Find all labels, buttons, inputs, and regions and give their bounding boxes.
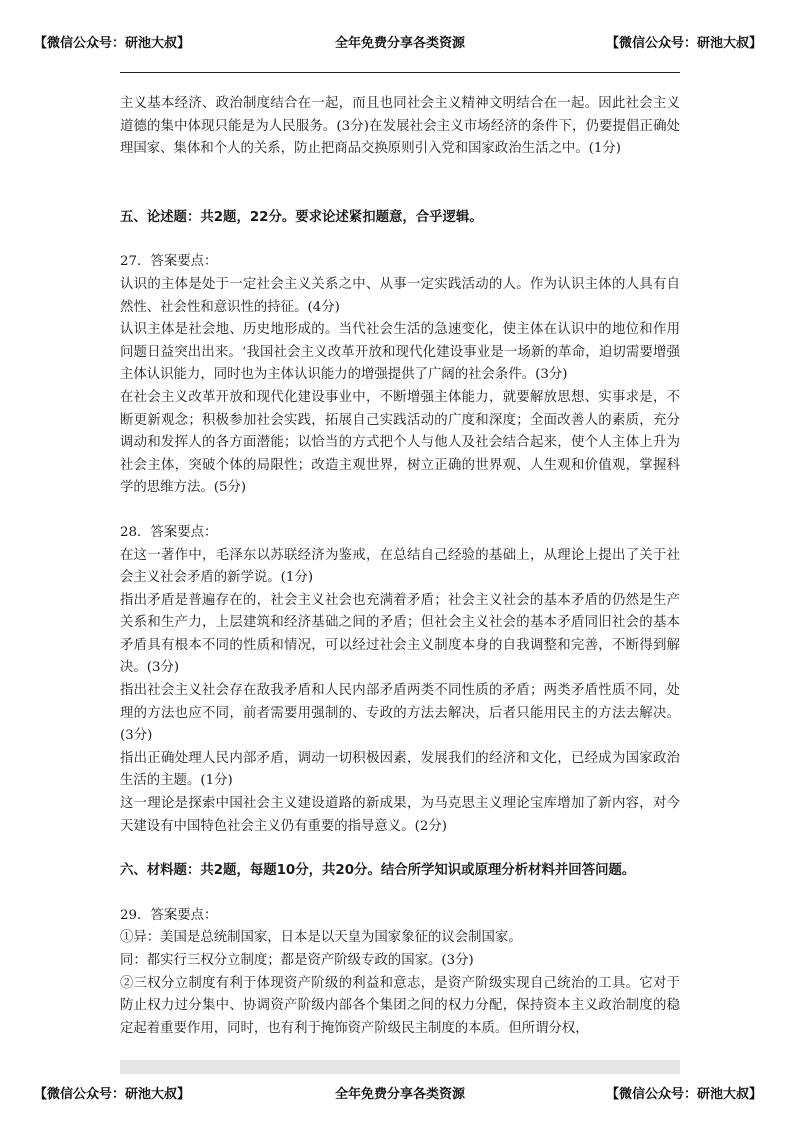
footer-center: 全年免费分享各类资源 [334,1087,465,1102]
q28-para: 指出正确处理人民内部矛盾，调动一切积极因素，发展我们的经济和文化，已经成为国家政治生活的主题。(1分) [120,750,680,789]
page-header [0,32,800,56]
q28-label: 28．答案要点： [120,524,218,540]
document-body [120,93,680,1040]
q28-para: 这一理论是探索中国社会主义建设道路的新成果，为马克思主义理论宝库增加了新内容，对今天建设有中国特色社会主义仍有重要的指导意义。(2分) [120,796,680,834]
q27-para: 在社会主义改革开放和现代化建设事业中，不断增强主体能力，就要解放思想、实事求是，不断更新观念；积极参加社会实践，拓展自己实践活动的广度和深度；全面改善人的素质，充分调动和发挥人的各方面潜能；以恰当的方式把个人与他人及社会结合起来，使个人主体上升为社会主体，突破个体的局限性；改造主观世界，树立正确的世界观、人生观和价值观，掌握科学的思维方法。(5分) [120,389,680,496]
header-left: 【微信公众号：研池大叔】 [34,36,191,51]
section-6-heading: 六、材料题：共2题，每题10分，共20分。结合所学知识或原理分析材料并回答问题。 [120,863,636,879]
q27-para: 认识的主体是处于一定社会主义关系之中、从事一定实践活动的人。作为认识主体的人具有自然性、社会性和意识性的持征。(4分) [120,276,680,315]
page-footer [0,1083,800,1107]
q29-label: 29．答案要点： [120,907,218,923]
q28-para: 指出矛盾是普遍存在的，社会主义社会也充满着矛盾；社会主义社会的基本矛盾的仍然是生产关系和生产力，上层建筑和经济基础之间的矛盾；但社会主义社会的基本矛盾同旧社会的基本矛盾具有根本不同的性质和情况，可以经过社会主义制度本身的自我调整和完善，不断得到解决。(3分) [120,592,680,676]
header-center: 全年免费分享各类资源 [334,36,465,51]
q28-para: 指出社会主义社会存在敌我矛盾和人民内部矛盾两类不同性质的矛盾；两类矛盾性质不同，处理的方法也应不同，前者需要用强制的、专政的方法去解决，后者只能用民主的方法去解决。(3分) [120,683,680,744]
intro-paragraph: 主义基本经济、政治制度结合在一起，而且也同社会主义精神文明结合在一起。因此社会主义道德的集中体现只能是为人民服务。(3分)在发展社会主义市场经济的条件下，仍要提倡正确处理国家、集体和个人的关系，防止把商品交换原则引入党和国家政治生活之中。(1分) [120,96,680,157]
q29-para: 同：都实行三权分立制度；都是资产阶级专政的国家。(3分) [120,953,474,968]
footer-left: 【微信公众号：研池大叔】 [34,1087,191,1102]
q29-para: ①异：美国是总统制国家，日本是以天皇为国家象征的议会制国家。 [120,930,522,946]
q28-para: 在这一著作中，毛泽东以苏联经济为鉴戒，在总结自己经验的基础上，从理论上提出了关于社会主义社会矛盾的新学说。(1分) [120,547,680,586]
footer-band [120,1060,680,1074]
q27-para: 认识主体是社会地、历史地形成的。当代社会生活的急速变化，使主体在认识中的地位和作用问题日益突出出来。‘我国社会主义改革开放和现代化建设事业是一场新的革命，迫切需要增强主体认识能力，同时也为主体认识能力的增强提供了广阔的社会条件。(3分) [120,322,680,383]
footer-right: 【微信公众号：研池大叔】 [605,1087,762,1102]
section-5-heading: 五、论述题：共2题，22分。要求论述紧扣题意，合乎逻辑。 [120,209,483,225]
q29-para: ②三权分立制度有利于体现资产阶级的利益和意志，是资产阶级实现自己统治的工具。它对于防止权力过分集中、协调资产阶级内部各个集团之间的权力分配，保持资本主义政治制度的稳定起着重要作用，同时，也有利于掩饰资产阶级民主制度的本质。但所谓分权， [120,975,680,1036]
q27-label: 27．答案要点： [120,254,218,270]
header-right: 【微信公众号：研池大叔】 [605,36,762,51]
header-rule [120,72,680,73]
